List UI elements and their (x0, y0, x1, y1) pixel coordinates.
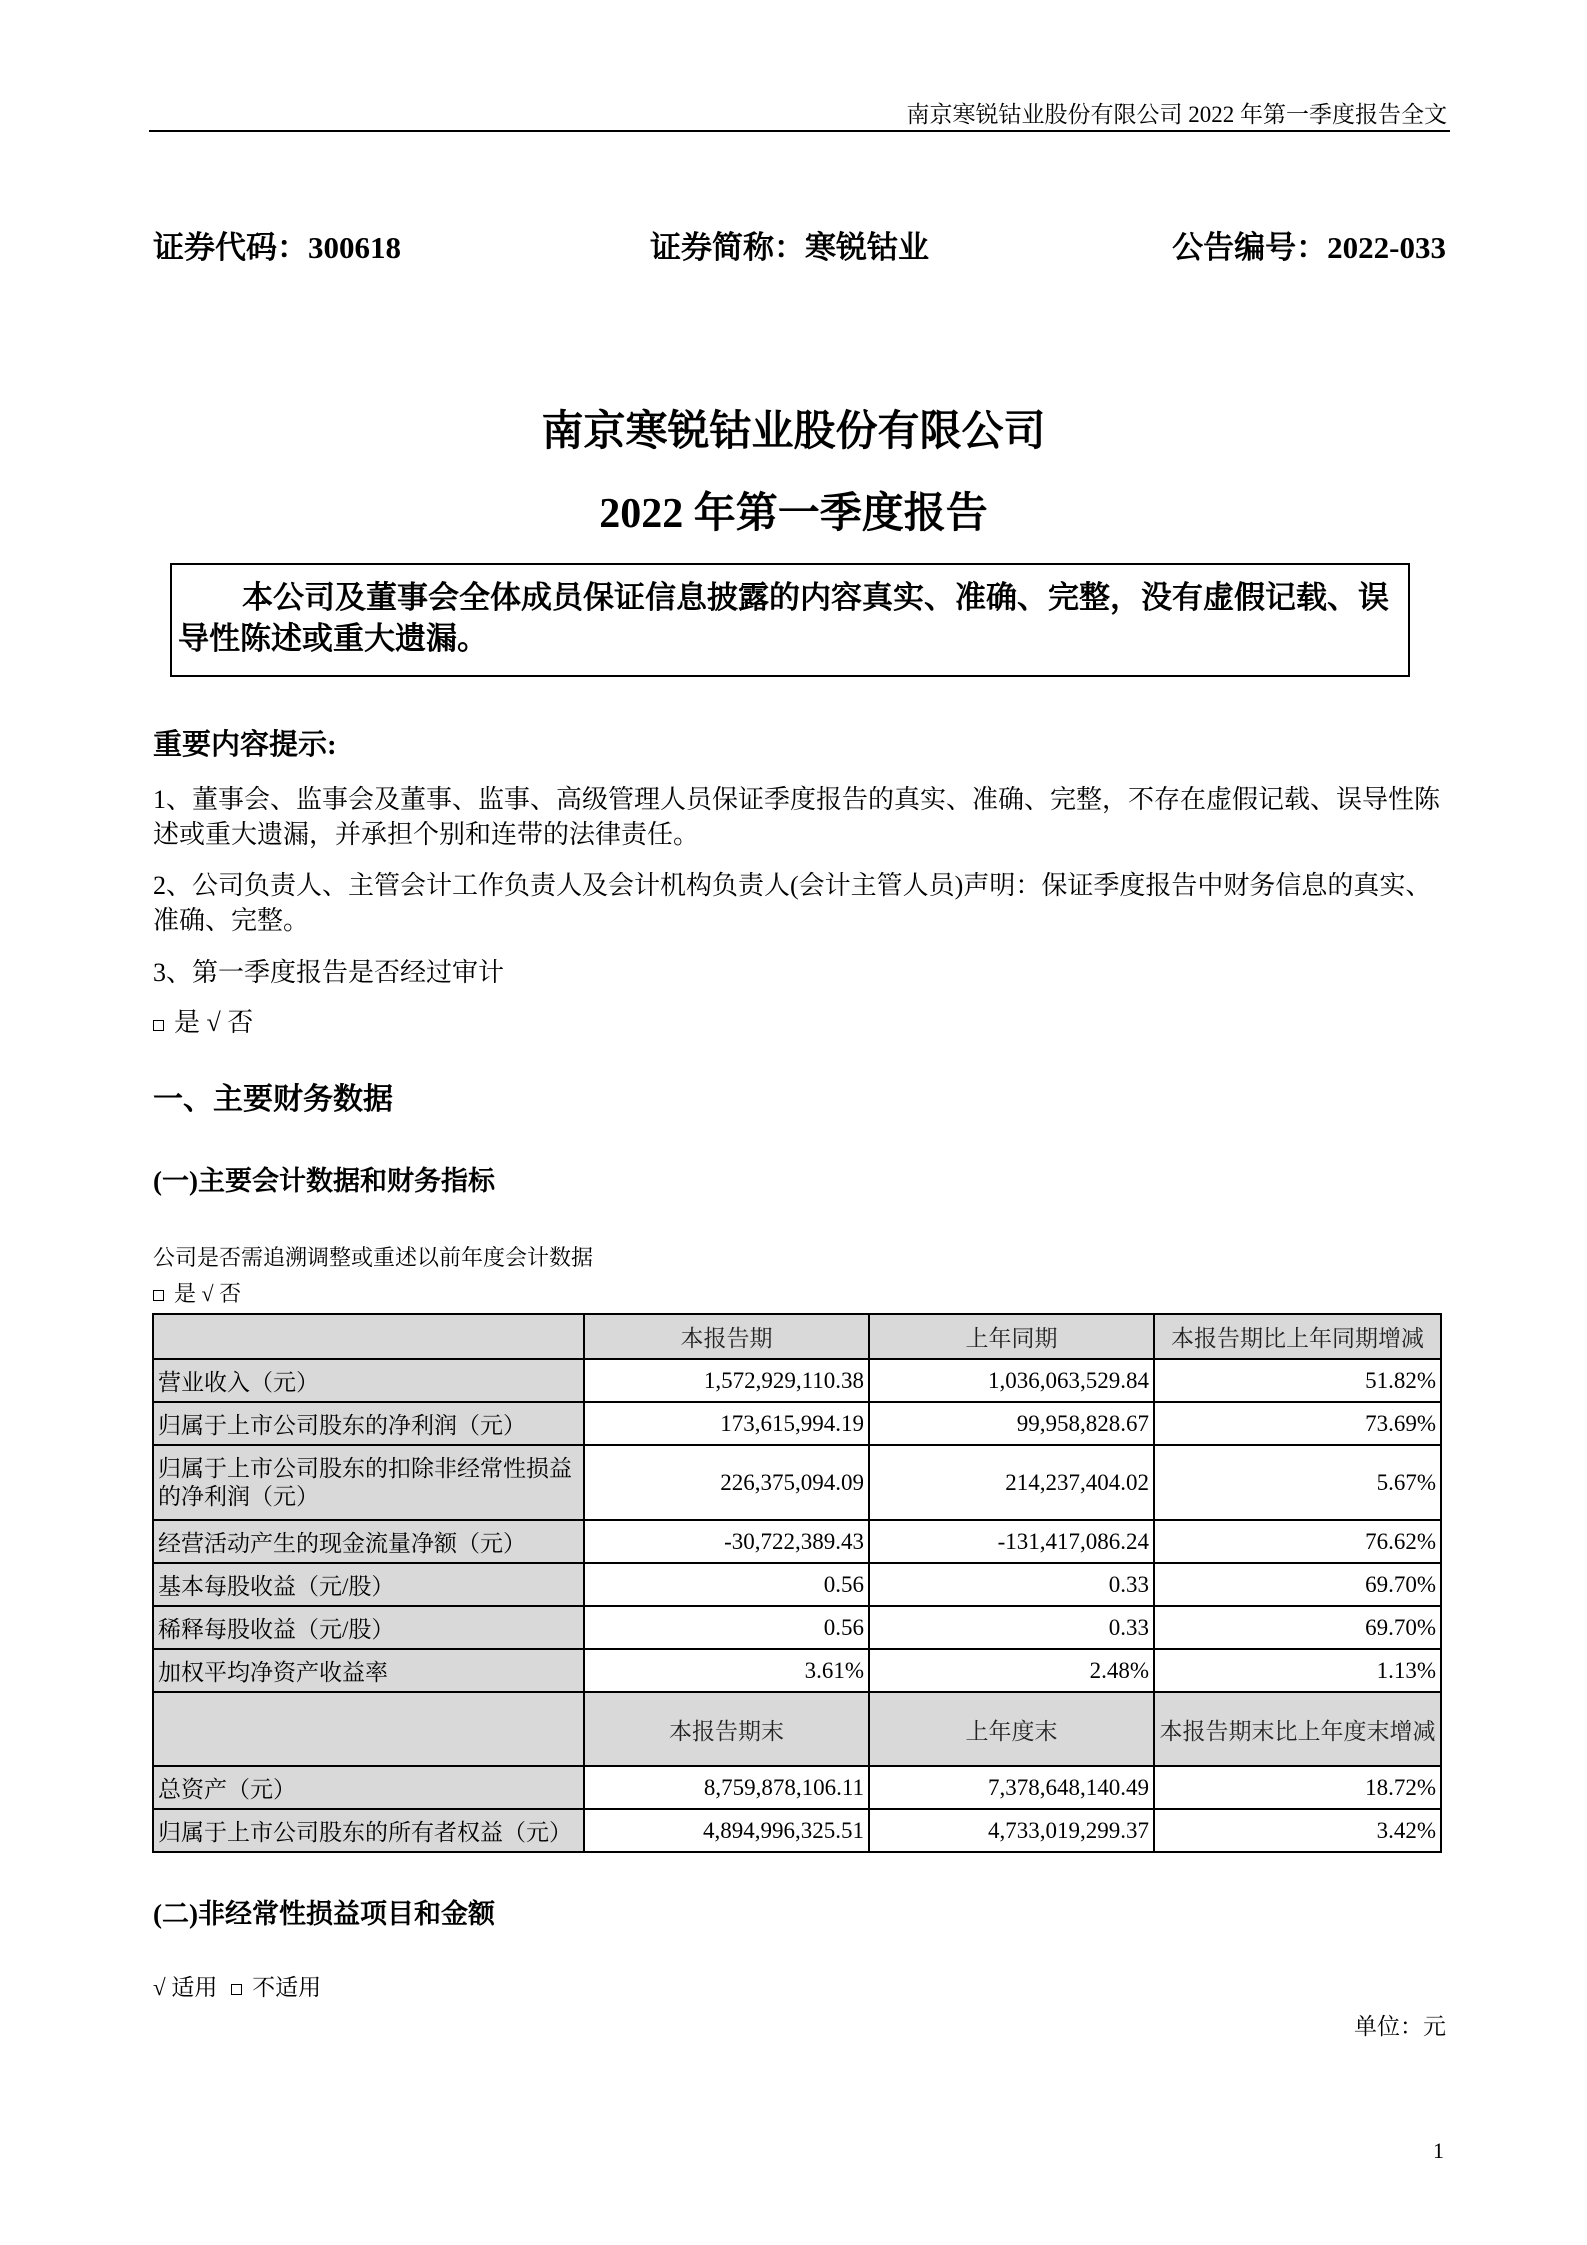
header-blank-cell (153, 1314, 584, 1359)
table-row (153, 1649, 1441, 1692)
row-label: 营业收入（元） (153, 1359, 584, 1402)
value-cell: 99,958,828.67 (869, 1402, 1154, 1445)
table-row (153, 1766, 1441, 1809)
restate-choice-text: 是 √ 否 (174, 1281, 242, 1306)
checkbox-icon (153, 1290, 164, 1301)
not-applicable-text: 不适用 (252, 1975, 322, 2000)
header-blank-cell (153, 1692, 584, 1766)
value-cell: 51.82% (1154, 1359, 1441, 1402)
audit-choice-text: 是 √ 否 (174, 1008, 254, 1037)
value-cell: 73.69% (1154, 1402, 1441, 1445)
unit-label: 单位：元 (1354, 2014, 1446, 2039)
checkbox-icon (231, 1984, 242, 1995)
table-row (153, 1359, 1441, 1402)
row-label: 基本每股收益（元/股） (153, 1563, 584, 1606)
table-row (153, 1606, 1441, 1649)
applicable-choice (153, 1970, 1453, 2005)
value-cell: 214,237,404.02 (869, 1445, 1154, 1520)
column-header: 本报告期末 (584, 1692, 869, 1766)
column-header: 本报告期末比上年度末增减 (1154, 1692, 1441, 1766)
company-title: 南京寒锐钴业股份有限公司 (541, 409, 1046, 455)
table-header-row (153, 1314, 1441, 1359)
value-cell: 8,759,878,106.11 (584, 1766, 869, 1809)
table-row (153, 1520, 1441, 1563)
value-cell: 69.70% (1154, 1606, 1441, 1649)
row-label: 加权平均净资产收益率 (153, 1649, 584, 1692)
table-row (153, 1563, 1441, 1606)
column-header: 上年度末 (869, 1692, 1154, 1766)
restate-question: 公司是否需追溯调整或重述以前年度会计数据 (153, 1245, 594, 1270)
table-row (153, 1402, 1441, 1445)
announcement-number: 公告编号：2022-033 (1172, 230, 1446, 265)
row-label: 归属于上市公司股东的净利润（元） (153, 1402, 584, 1445)
value-cell: 0.56 (584, 1606, 869, 1649)
value-cell: 1,572,929,110.38 (584, 1359, 869, 1402)
value-cell: 173,615,994.19 (584, 1402, 869, 1445)
important-item-1: 1、董事会、监事会及董事、监事、高级管理人员保证季度报告的真实、准确、完整，不存在虚假记载、误导性陈述或重大遗漏，并承担个别和连带的法律责任。 (153, 785, 1441, 849)
audit-choice (153, 1005, 1453, 1040)
important-item-3: 3、第一季度报告是否经过审计 (153, 958, 505, 987)
value-cell: -131,417,086.24 (869, 1520, 1154, 1563)
value-cell: 7,378,648,140.49 (869, 1766, 1154, 1809)
restate-choice (153, 1276, 1453, 1311)
row-label: 稀释每股收益（元/股） (153, 1606, 584, 1649)
report-title: 2022 年第一季度报告 (599, 491, 988, 537)
value-cell: 3.61% (584, 1649, 869, 1692)
checkbox-icon (153, 1020, 164, 1031)
value-cell: 18.72% (1154, 1766, 1441, 1809)
column-header: 本报告期比上年同期增减 (1154, 1314, 1441, 1359)
row-label: 总资产（元） (153, 1766, 584, 1809)
table-row (153, 1809, 1441, 1852)
value-cell: 4,894,996,325.51 (584, 1809, 869, 1852)
section-heading: 一、主要财务数据 (153, 1083, 393, 1116)
value-cell: 1.13% (1154, 1649, 1441, 1692)
header-rule (149, 130, 1450, 132)
value-cell: 1,036,063,529.84 (869, 1359, 1154, 1402)
notice-box: 本公司及董事会全体成员保证信息披露的内容真实、准确、完整，没有虚假记载、误导性陈述或重大遗漏。 (170, 563, 1410, 677)
value-cell: 76.62% (1154, 1520, 1441, 1563)
value-cell: 69.70% (1154, 1563, 1441, 1606)
row-label: 归属于上市公司股东的所有者权益（元） (153, 1809, 584, 1852)
security-code: 证券代码：300618 (153, 230, 401, 265)
subsection-heading-1: (一)主要会计数据和财务指标 (153, 1166, 495, 1196)
value-cell: 4,733,019,299.37 (869, 1809, 1154, 1852)
financial-data-table (152, 1313, 1442, 1853)
column-header: 上年同期 (869, 1314, 1154, 1359)
security-short-name: 证券简称：寒锐钴业 (650, 230, 929, 265)
running-header: 南京寒锐钴业股份有限公司 2022 年第一季度报告全文 (906, 102, 1447, 127)
value-cell: 2.48% (869, 1649, 1154, 1692)
table-header-row (153, 1692, 1441, 1766)
value-cell: 3.42% (1154, 1809, 1441, 1852)
value-cell: 0.56 (584, 1563, 869, 1606)
row-label: 归属于上市公司股东的扣除非经常性损益的净利润（元） (153, 1445, 584, 1520)
value-cell: 0.33 (869, 1606, 1154, 1649)
important-item-2: 2、公司负责人、主管会计工作负责人及会计机构负责人(会计主管人员)声明：保证季度报告中财务信息的真实、准确、完整。 (153, 871, 1432, 935)
applicable-text: √ 适用 (153, 1975, 218, 2000)
page-number: 1 (1433, 2138, 1444, 2163)
value-cell: 226,375,094.09 (584, 1445, 869, 1520)
row-label: 经营活动产生的现金流量净额（元） (153, 1520, 584, 1563)
value-cell: 0.33 (869, 1563, 1154, 1606)
column-header: 本报告期 (584, 1314, 869, 1359)
important-heading: 重要内容提示: (153, 729, 337, 761)
subsection-heading-2: (二)非经常性损益项目和金额 (153, 1899, 495, 1929)
table-row (153, 1445, 1441, 1520)
value-cell: 5.67% (1154, 1445, 1441, 1520)
value-cell: -30,722,389.43 (584, 1520, 869, 1563)
